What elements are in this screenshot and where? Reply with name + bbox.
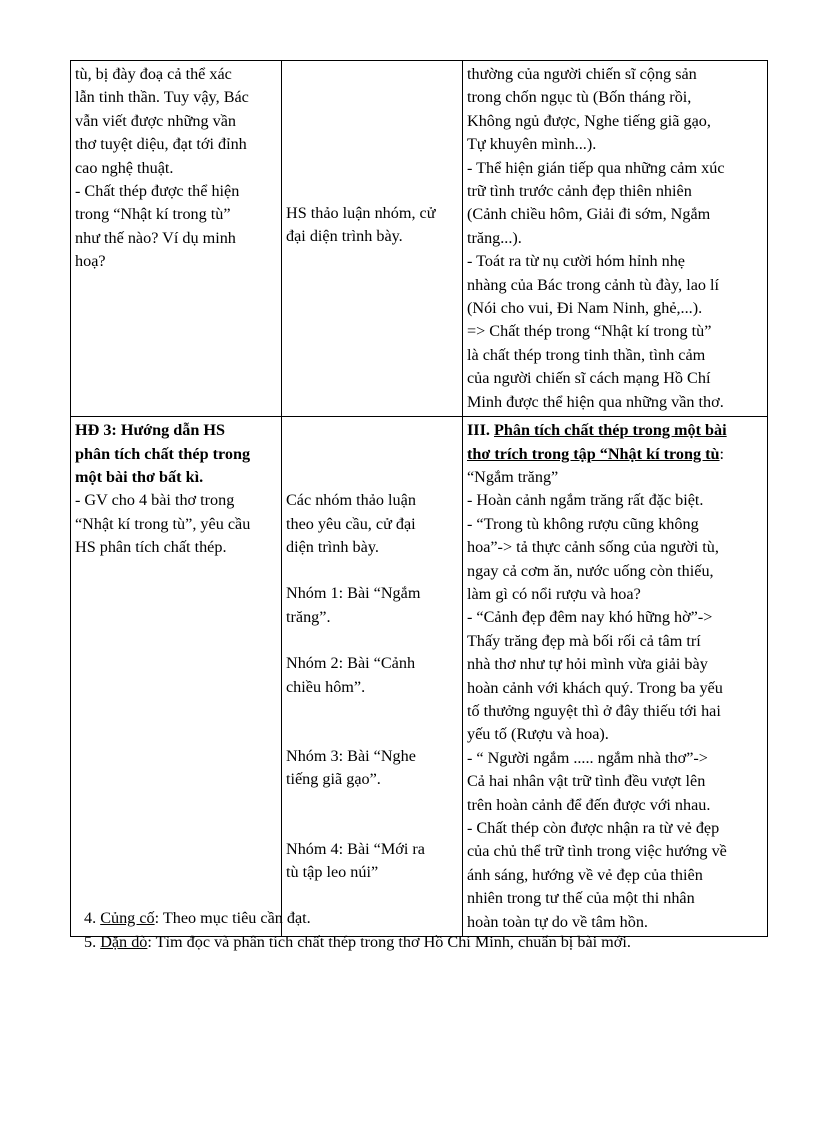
text-line: Không ngủ được, Nghe tiếng giã gạo, (467, 111, 711, 130)
lesson-table (70, 60, 768, 937)
note-homework (84, 931, 784, 955)
text-line: ánh sáng, hướng về vẻ đẹp của thiên (467, 865, 703, 884)
text-line: của chủ thể trữ tình trong việc hướng về (467, 842, 727, 861)
text-line: thơ tuyệt diệu, đạt tới đỉnh (75, 135, 247, 154)
table-row (71, 417, 768, 937)
group-assignment: trăng”. (286, 607, 331, 626)
activity-heading: một bài thơ bất kì. (75, 467, 204, 486)
text-line: - GV cho 4 bài thơ trong (75, 491, 235, 510)
activity-heading: HĐ 3: Hướng dẫn HS (75, 421, 226, 440)
text-line: trên hoàn cảnh để đến được với nhau. (467, 795, 711, 814)
group-assignment: tù tập leo núi” (286, 863, 379, 882)
text-line: ngay cả cơm ăn, nước uống còn thiếu, (467, 561, 714, 580)
note-number: 4. (84, 909, 97, 927)
content-cell (463, 417, 768, 937)
note-number: 5. (84, 932, 97, 951)
group-assignment: Nhóm 2: Bài “Cảnh (286, 654, 416, 673)
section-number: III. (467, 421, 490, 440)
text-line: “Ngắm trăng” (467, 467, 559, 486)
content-cell (463, 61, 768, 417)
text-line: hoạ? (75, 252, 106, 271)
student-activity-cell (282, 61, 463, 417)
text-line: cao nghệ thuật. (75, 158, 174, 177)
text-line: HS thảo luận nhóm, cử (286, 204, 436, 222)
group-assignment: tiếng giã gạo”. (286, 770, 381, 789)
text-line: như thế nào? Ví dụ minh (75, 228, 236, 247)
group-assignment: Nhóm 3: Bài “Nghe (286, 746, 416, 765)
section-title: Phân tích chất thép trong một bài (494, 421, 727, 440)
section-heading (467, 419, 763, 442)
note-text: : Theo mục tiêu cần đạt. (154, 909, 311, 927)
teacher-activity-cell (71, 417, 282, 937)
text-line: - Chất thép được thể hiện (75, 182, 240, 201)
text-line: trong chốn ngục tù (Bốn tháng rồi, (467, 88, 692, 107)
text-line: hoàn cảnh với khách quý. Trong ba yếu (467, 678, 723, 697)
text-line: Cả hai nhân vật trữ tình đều vượt lên (467, 772, 706, 791)
text-line: là chất thép trong tinh thần, tình cảm (467, 345, 706, 364)
teacher-activity-cell (71, 61, 282, 417)
text-line: - “Trong tù không rượu cũng không (467, 514, 699, 533)
text-line: trữ tình trước cảnh đẹp thiên nhiên (467, 182, 692, 201)
text-line: hoa”-> tả thực cảnh sống của người tù, (467, 538, 719, 557)
text-line: HS phân tích chất thép. (75, 538, 227, 557)
text-line: nhiên trong tư thế của một thi nhân (467, 889, 695, 908)
text-line: trong “Nhật kí trong tù” (75, 205, 231, 224)
note-consolidation (84, 907, 784, 931)
text-line: yếu tố (Rượu và hoa). (467, 725, 609, 744)
note-text: : Tìm đọc và phân tích chất thép trong thơ Hồ Chí Minh, chuẩn bị bài mới. (147, 932, 631, 951)
text-line: thường của người chiến sĩ cộng sản (467, 65, 697, 83)
text-line: (Cảnh chiều hôm, Giải đi sớm, Ngắm (467, 205, 711, 224)
section-heading (467, 443, 763, 466)
text-line: Các nhóm thảo luận (286, 491, 416, 510)
text-line: diện trình bày. (286, 537, 379, 556)
activity-heading: phân tích chất thép trong (75, 444, 251, 463)
text-line: tù, bị đày đoạ cả thể xác (75, 65, 232, 83)
closing-notes (84, 907, 784, 954)
text-line: - Toát ra từ nụ cười hóm hỉnh nhẹ (467, 252, 685, 271)
text-line: Thấy trăng đẹp mà bối rối cả tâm trí (467, 631, 701, 650)
section-title: thơ trích trong tập “Nhật kí trong tù (467, 444, 720, 463)
text-line: vẫn viết được những vần (75, 111, 236, 130)
text-line: Tự khuyên mình...). (467, 135, 597, 154)
text-line: làm gì có nổi rượu và hoa? (467, 584, 641, 603)
text-line: - Thể hiện gián tiếp qua những cảm xúc (467, 158, 725, 177)
text-line: => Chất thép trong “Nhật kí trong tù” (467, 322, 712, 341)
text-line: theo yêu cầu, cử đại (286, 514, 416, 533)
group-assignment: Nhóm 4: Bài “Mới ra (286, 839, 425, 858)
text-line: tố thưởng nguyệt thì ở đây thiếu tới hai (467, 701, 721, 720)
text-line: của người chiến sĩ cách mạng Hồ Chí (467, 369, 711, 388)
text-line: - “Cảnh đẹp đêm nay khó hững hờ”-> (467, 608, 713, 627)
group-assignment: Nhóm 1: Bài “Ngắm (286, 584, 421, 603)
section-suffix: : (719, 444, 725, 463)
table-row (71, 61, 768, 417)
note-label: Dặn dò (100, 932, 148, 951)
text-line: - Chất thép còn được nhận ra từ vẻ đẹp (467, 819, 720, 837)
text-line: nhà thơ như tự hỏi mình vừa giải bày (467, 655, 708, 674)
text-line: lẫn tinh thần. Tuy vậy, Bác (75, 88, 249, 107)
text-line: Minh được thể hiện qua những vần thơ. (467, 392, 724, 411)
text-line: trăng...). (467, 228, 522, 247)
text-line: - “ Người ngắm ..... ngắm nhà thơ”-> (467, 748, 708, 767)
student-activity-cell (282, 417, 463, 937)
text-line: hoàn toàn tự do về tâm hồn. (467, 912, 648, 931)
text-line: (Nói cho vui, Đi Nam Ninh, ghẻ,...). (467, 299, 703, 318)
text-line: “Nhật kí trong tù”, yêu cầu (75, 514, 251, 533)
text-line: đại diện trình bày. (286, 227, 403, 246)
note-label: Củng cố (100, 909, 155, 927)
group-assignment: chiều hôm”. (286, 677, 366, 696)
text-line: - Hoàn cảnh ngắm trăng rất đặc biệt. (467, 491, 704, 510)
text-line: nhàng của Bác trong cảnh tù đày, lao lí (467, 275, 720, 294)
